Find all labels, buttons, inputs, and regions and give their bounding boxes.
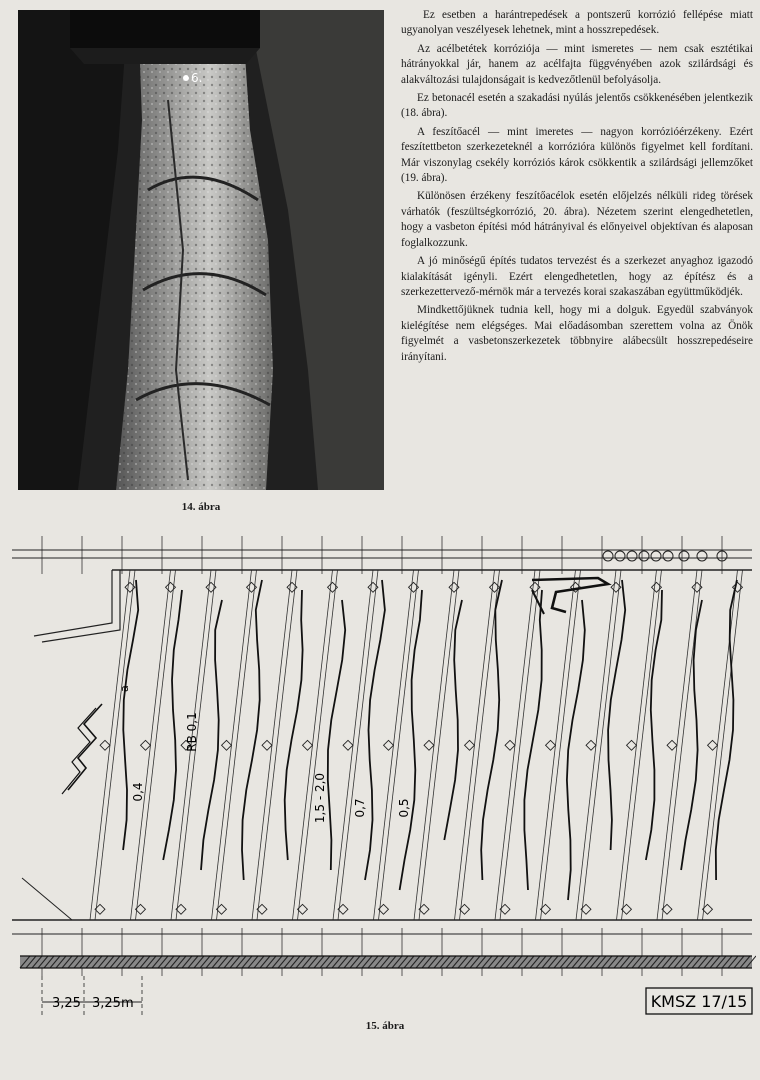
photo-label: 6. (191, 71, 203, 85)
crack-line (567, 600, 585, 900)
paragraph-7: Mindkettőjüknek tudnia kell, hogy mi a dolguk. Egyedül szabványok kielégítése nem elégséges. Mai előadásomban szerettem volna az Önök figyelmét a vasbetonszerkezetek többnyire alábecsült hosszrepedéseire irányítani. (401, 304, 753, 363)
dimension-1: 3,25 (52, 996, 81, 1011)
rib-marker (141, 740, 151, 750)
paragraph-4: A feszítőacél — mint imeretes — nagyon korrózióérzékeny. Ezért feszítettbeton szerkezeteknél a korrózióra különös figyelmet kell fordítani. Már viszonylag csekély korróziós károk csökkentik a szilárdsági jellemzőket (19. ábra). (401, 125, 753, 185)
dimension-2: 3,25m (92, 996, 134, 1011)
figure-15-caption: 15. ábra (365, 1020, 405, 1032)
crack-width-label-4: 0,5 (397, 798, 411, 818)
paragraph-2: Az acélbetétek korróziója — mint ismeretes — nem csak esztétikai hátrányokkal jár, hanem az acélfajta függvényében azok szilárdsági és alakváltozási tulajdonságait is kedvezőtlenül befolyásolja. (401, 42, 753, 86)
crack-line (328, 600, 345, 870)
paragraph-5: Különösen érzékeny feszítőacélok esetén előjelzés nélküli rideg törések várhatók (feszültségkorrózió, 20. ábra). Nézetem szerint elengedhetetlen, hogy a vasbeton építési mód hátrányival és előnyeivel objektívan és alaposan foglalkozzunk. (401, 190, 753, 249)
corroded-column-photo (18, 10, 384, 490)
rib-marker (627, 740, 637, 750)
crack-map-drawing (12, 528, 756, 1018)
rib-marker (708, 740, 718, 750)
paragraph-6: A jó minőségű építés tudatos tervezést és a szerkezet anyaghoz igazodó kialakítását igényli. Ezért elengedhetetlen, hogy az építész és a szerkezettervező-mérnök már a tervezés korai szakaszában együttműködjék. (401, 255, 753, 298)
crack-line (608, 580, 625, 850)
body-text-column (401, 8, 753, 368)
paragraph-3: Ez betonacél esetén a szakadási nyúlás jelentős csökkenésében jelentkezik (18. ábra). (401, 92, 753, 120)
rib-marker (303, 740, 313, 750)
crack-line (524, 590, 542, 890)
crack-line (285, 590, 303, 860)
rib-marker (424, 740, 434, 750)
drawing-code: KMSZ 17/15 (650, 992, 748, 1011)
rib-marker (667, 740, 677, 750)
rib-marker (505, 740, 515, 750)
crack-line (681, 600, 702, 870)
rib-marker (546, 740, 556, 750)
crack-line (365, 580, 385, 880)
crack-width-label-2: 1,5 - 2,0 (313, 772, 327, 824)
rib-marker (384, 740, 394, 750)
label-rb: RB 0,1 (185, 712, 199, 752)
rib-marker (465, 740, 475, 750)
figure-14-caption: 14. ábra (181, 501, 221, 513)
crack-width-label-3: 0,7 (353, 798, 367, 818)
paragraph-1: Ez esetben a harántrepedések a pontszerű korrózió fellépése miatt ugyanolyan veszélyesek lehetnek, mint a hosszrepedések. (401, 9, 753, 37)
label-small-a: a (118, 685, 131, 692)
rib-marker (262, 740, 272, 750)
rib-marker (343, 740, 353, 750)
crack-line (646, 590, 662, 860)
crack-line (163, 590, 182, 860)
crack-width-label-1: 0,4 (131, 782, 145, 802)
crack-line (444, 600, 462, 840)
crack-line (201, 600, 222, 870)
anchor-circles (603, 551, 727, 561)
rib-marker (100, 740, 110, 750)
rib-marker (222, 740, 232, 750)
rib-marker (586, 740, 596, 750)
crack-line (123, 580, 138, 850)
crack-line (481, 580, 502, 880)
crack-lines (123, 580, 737, 900)
